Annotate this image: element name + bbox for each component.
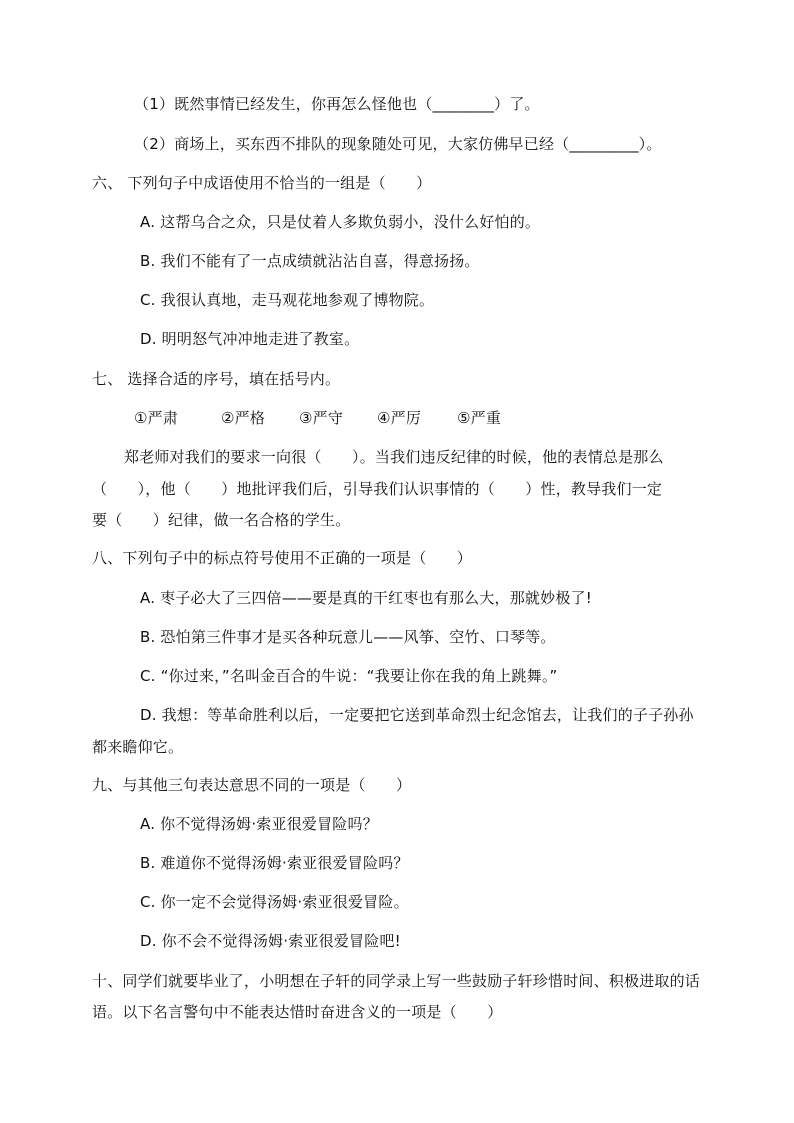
choice-2: ②严格 [221, 409, 266, 427]
question-8-option-c: C. “你过来，”名叫金百合的牛说：“我要让你在我的角上跳舞。” [140, 667, 558, 685]
question-6-title: 六、 下列句子中成语使用不恰当的一组是（ ） [92, 174, 432, 192]
question-6-option-a: A. 这帮乌合之众，只是仗着人多欺负弱小，没什么好怕的。 [140, 213, 541, 231]
question-10-title-line-2: 语。以下名言警句中不能表达惜时奋进含义的一项是（ ） [92, 1003, 503, 1021]
question-9-option-b: B. 难道你不觉得汤姆·索亚很爱冒险吗？ [140, 854, 409, 872]
question-6-option-b: B. 我们不能有了一点成绩就沾沾自喜，得意扬扬。 [140, 252, 480, 270]
question-6-option-c: C. 我很认真地，走马观花地参观了博物院。 [140, 291, 435, 309]
question-7-paragraph-line-2: （ ），他（ ）地批评我们后，引导我们认识事情的（ ）性，教导我们一定 [92, 480, 663, 498]
choice-5: ⑤严重 [457, 409, 502, 427]
question-8-option-b: B. 恐怕第三件事才是买各种玩意儿——风筝、空竹、口琴等。 [140, 628, 556, 646]
fill-in-item-1: （1）既然事情已经发生，你再怎么怪他也（________）了。 [134, 95, 540, 113]
question-8-option-a: A. 枣子必大了三四倍——要是真的干红枣也有那么大，那就妙极了! [140, 589, 592, 607]
question-8-option-d-continued: 都来瞻仰它。 [92, 738, 184, 756]
question-9-title: 九、与其他三句表达意思不同的一项是（ ） [92, 776, 412, 794]
choice-3: ③严守 [299, 409, 344, 427]
question-7-paragraph-line-1: 郑老师对我们的要求一向很（ ）。当我们违反纪律的时候，他的表情总是那么 [124, 448, 664, 466]
question-6-option-d: D. 明明怒气冲冲地走进了教室。 [140, 330, 360, 348]
question-8-option-d: D. 我想：等革命胜利以后，一定要把它送到革命烈士纪念馆去，让我们的子子孙孙 [140, 706, 694, 724]
question-7-paragraph-line-3: 要（ ）纪律，做一名合格的学生。 [92, 511, 351, 529]
question-7-title: 七、 选择合适的序号，填在括号内。 [92, 370, 341, 388]
choice-4: ④严厉 [377, 409, 422, 427]
question-10-title-line-1: 十、同学们就要毕业了，小明想在子轩的同学录上写一些鼓励子轩珍惜时间、积极进取的话 [92, 972, 701, 990]
choice-1: ①严肃 [134, 409, 179, 427]
question-8-title: 八、下列句子中的标点符号使用不正确的一项是（ ） [92, 549, 473, 567]
question-9-option-d: D. 你不会不觉得汤姆·索亚很爱冒险吧! [140, 932, 401, 950]
fill-in-item-2: （2）商场上，买东西不排队的现象随处可见，大家仿佛早已经（_________）。 [134, 135, 662, 153]
question-9-option-a: A. 你不觉得汤姆·索亚很爱冒险吗？ [140, 815, 378, 833]
question-9-option-c: C. 你一定不会觉得汤姆·索亚很爱冒险。 [140, 893, 409, 911]
question-7-choices [134, 408, 501, 428]
